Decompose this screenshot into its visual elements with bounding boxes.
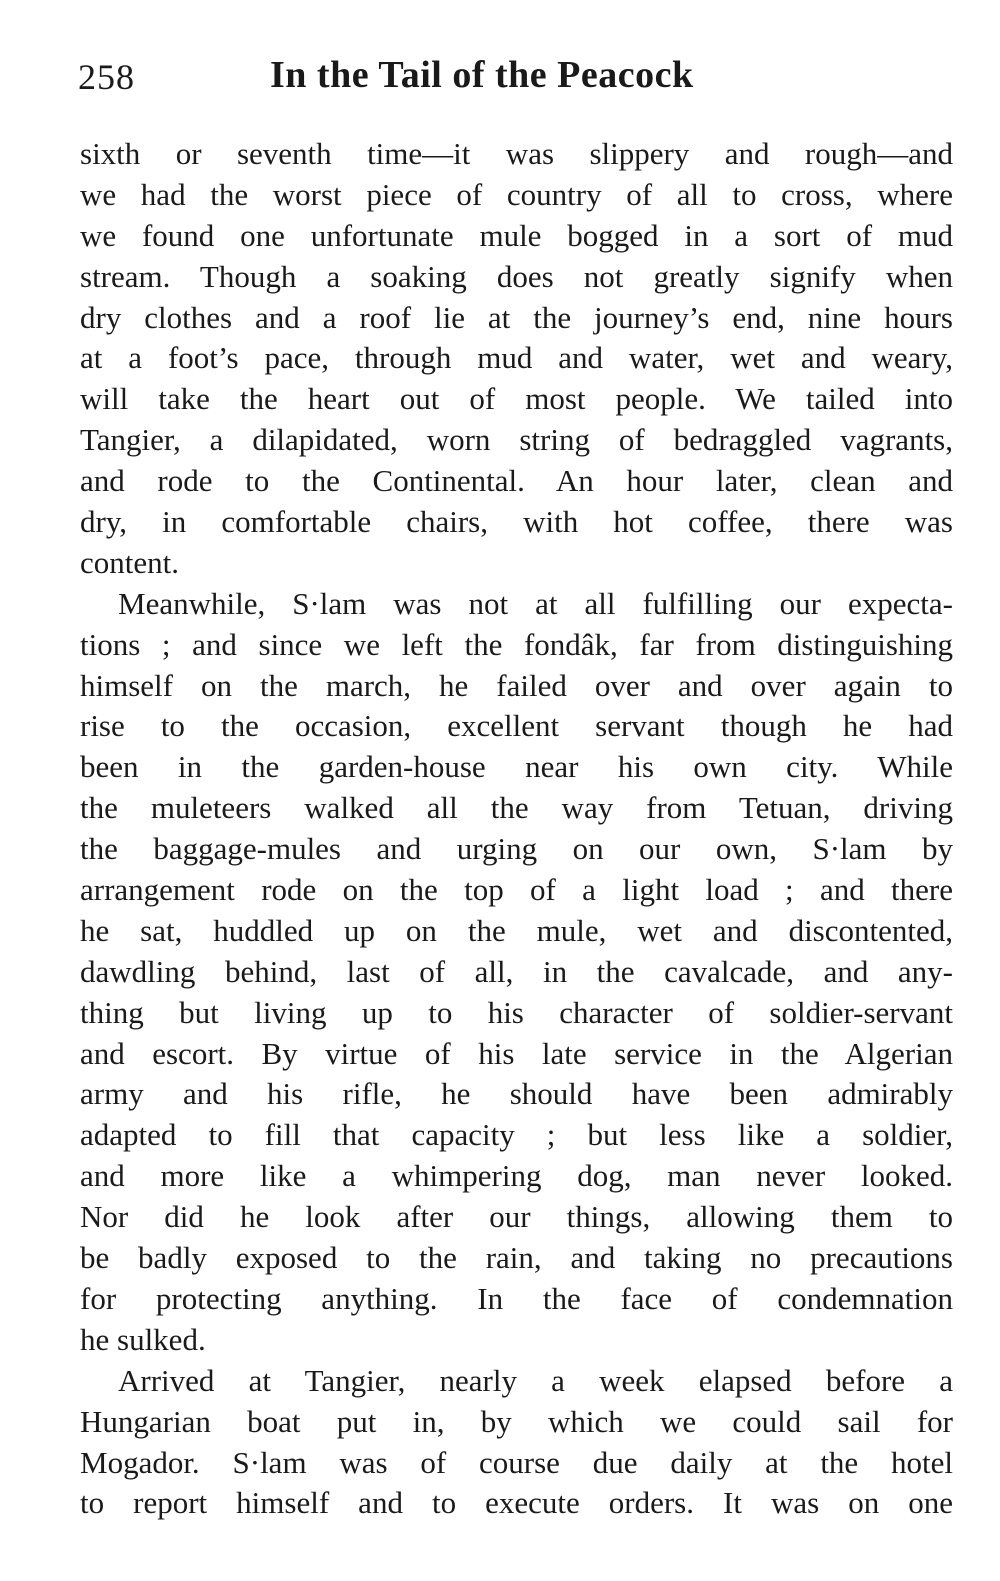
text-line: Tangier, a dilapidated, worn string of bedraggled vagrants,: [80, 422, 953, 458]
text-line: and more like a whimpering dog, man never looked.: [80, 1158, 953, 1194]
text-line: we found one unfortunate mule bogged in a sort of mud: [80, 217, 953, 253]
text-line: to report himself and to execute orders. It was on one: [80, 1485, 953, 1521]
text-line: sixth or seventh time—it was slippery and rough—and: [80, 136, 953, 171]
text-line: dry, in comfortable chairs, with hot coffee, there was: [80, 504, 953, 540]
text-line: will take the heart out of most people. We tailed into: [80, 381, 953, 417]
text-line: thing but living up to his character of soldier-servant: [80, 994, 953, 1030]
text-line: for protecting anything. In the face of condemnation: [80, 1280, 953, 1316]
text-line: at a foot’s pace, through mud and water, wet and weary,: [80, 340, 953, 376]
text-line: Arrived at Tangier, nearly a week elapsed before a: [118, 1362, 953, 1398]
text-line: and escort. By virtue of his late service in the Algerian: [80, 1035, 953, 1071]
text-line: content.: [80, 544, 179, 580]
text-line: been in the garden-house near his own city. While: [80, 749, 953, 785]
text-line: the muleteers walked all the way from Tetuan, driving: [80, 790, 953, 826]
text-line: stream. Though a soaking does not greatly signify when: [80, 258, 953, 294]
text-line: dawdling behind, last of all, in the cavalcade, and any-: [80, 953, 953, 989]
text-line: arrangement rode on the top of a light load ; and there: [80, 872, 953, 908]
text-line: the baggage-mules and urging on our own, S·lam by: [80, 831, 953, 867]
text-line: dry clothes and a roof lie at the journey’s end, nine hours: [80, 299, 953, 335]
text-line: we had the worst piece of country of all to cross, where: [80, 176, 953, 212]
running-title: In the Tail of the Peacock: [270, 54, 694, 96]
text-line: he sat, huddled up on the mule, wet and discontented,: [80, 912, 953, 948]
text-line: Hungarian boat put in, by which we could sail for: [80, 1403, 953, 1439]
text-line: and rode to the Continental. An hour later, clean and: [80, 463, 953, 499]
text-line: Meanwhile, S·lam was not at all fulfilling our expecta-: [118, 585, 953, 621]
text-line: rise to the occasion, excellent servant though he had: [80, 708, 953, 744]
page-number: 258: [78, 57, 135, 97]
text-line: he sulked.: [80, 1321, 206, 1357]
text-line: army and his rifle, he should have been admirably: [80, 1076, 953, 1112]
body-text: [80, 134, 953, 1524]
text-line: tions ; and since we left the fondâk, far from distinguishing: [80, 626, 953, 662]
text-line: himself on the march, he failed over and over again to: [80, 667, 953, 703]
text-line: Mogador. S·lam was of course due daily at the hotel: [80, 1444, 953, 1480]
text-line: Nor did he look after our things, allowing them to: [80, 1199, 953, 1235]
text-line: be badly exposed to the rain, and taking no precautions: [80, 1240, 953, 1276]
text-line: adapted to fill that capacity ; but less like a soldier,: [80, 1117, 953, 1153]
